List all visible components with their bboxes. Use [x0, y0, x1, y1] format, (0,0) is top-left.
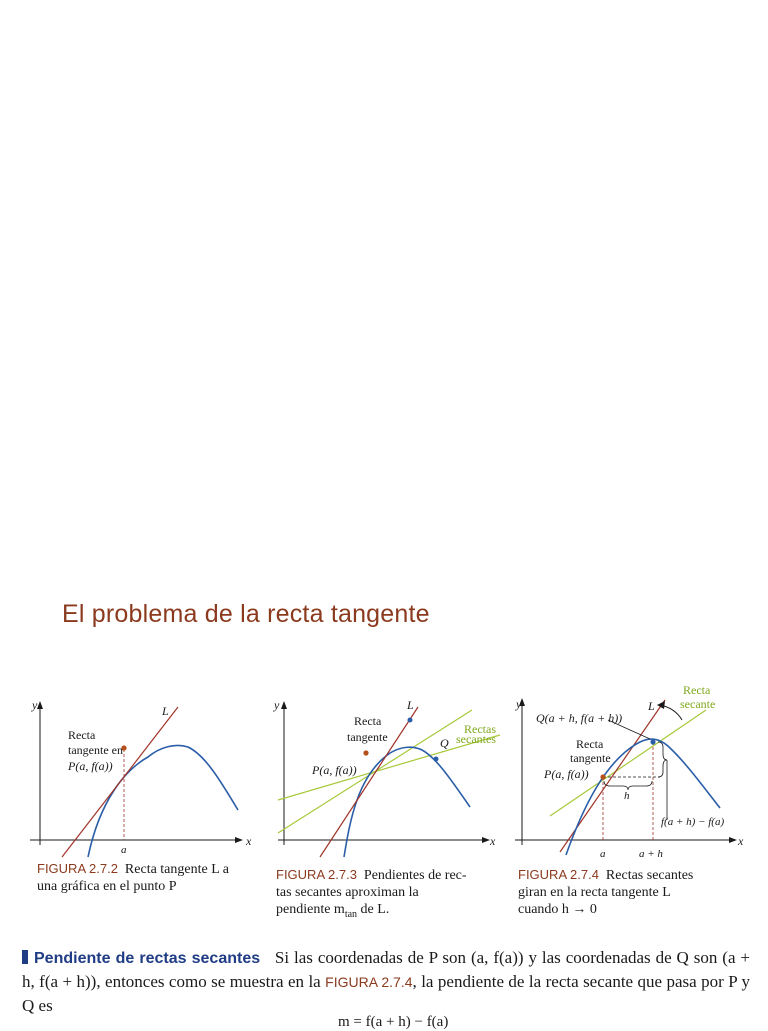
figure-2-7-2	[30, 695, 255, 860]
rotation-arrowhead	[657, 701, 665, 709]
label-point-P: P(a, f(a))	[544, 767, 589, 781]
figure-2-7-3	[270, 695, 510, 860]
label-difference: f(a + h) − f(a)	[661, 816, 725, 828]
label-recta: Recta	[354, 714, 382, 728]
x-axis-arrow	[235, 837, 243, 843]
x-axis-label: x	[490, 834, 496, 848]
caption-text-3: cuando h → 0	[518, 902, 597, 917]
figure-label: FIGURA 2.7.4	[518, 867, 599, 882]
tick-label-a: a	[600, 848, 606, 860]
caption-text-2: una gráfica en el punto P	[37, 879, 177, 894]
label-Q: Q	[440, 736, 449, 750]
caption-text-1: Rectas secantes	[605, 868, 694, 883]
point-Q	[434, 757, 439, 762]
label-h: h	[624, 790, 630, 802]
label-L: L	[162, 704, 169, 718]
body-paragraph	[22, 946, 750, 1017]
caption-figure-2-7-2	[37, 860, 257, 895]
label-recta: Recta	[68, 728, 96, 742]
paragraph-text-1: Si las coordenadas de P son (a, f(a)) y las coordenadas de Q son (a + h, f(a + h)), entonces como se muestra en la	[22, 948, 751, 991]
x-axis-arrow	[482, 837, 490, 843]
caption-text-3-end: de L.	[357, 902, 390, 917]
point-Q	[650, 739, 655, 744]
figure-2-7-4	[510, 680, 760, 860]
function-curve	[344, 747, 470, 857]
paragraph-marker-icon	[22, 950, 28, 964]
caption-text-1: Recta tangente L a	[124, 862, 229, 877]
caption-text-3: pendiente m	[276, 902, 345, 917]
label-L: L	[407, 698, 414, 712]
label-L: L	[648, 699, 655, 713]
label-secantes: secantes	[456, 732, 496, 746]
label-point-P: P(a, f(a))	[68, 759, 113, 773]
caption-text-1: Pendientes de rec-	[363, 868, 467, 883]
label-tangente: tangente	[570, 751, 611, 765]
caption-text-2: tas secantes aproximan la	[276, 885, 419, 900]
y-axis-arrow	[281, 701, 287, 709]
label-rectas: Rectas	[464, 722, 496, 736]
label-recta-secante-1: Recta	[683, 683, 711, 697]
label-tangente-en: tangente en	[68, 743, 123, 757]
label-recta-secante-2: secante	[680, 697, 716, 711]
point-P	[600, 774, 605, 779]
y-axis-label: y	[274, 698, 280, 712]
diff-brace	[658, 742, 667, 777]
label-Q: Q(a + h, f(a + h))	[536, 711, 623, 725]
h-brace	[604, 781, 652, 790]
caption-figure-2-7-3	[276, 866, 501, 923]
figure-label: FIGURA 2.7.2	[37, 861, 118, 876]
x-axis-arrow	[729, 837, 737, 843]
paragraph-text-2: , la pendiente de la recta secante que pasa por P y Q es	[22, 972, 750, 1015]
paragraph-heading: Pendiente de rectas secantes	[34, 950, 261, 967]
label-recta: Recta	[576, 737, 604, 751]
y-axis-arrow	[37, 701, 43, 709]
label-point-P: P(a, f(a))	[312, 763, 357, 777]
y-axis-label: y	[32, 698, 38, 712]
y-axis-label: y	[516, 697, 522, 711]
figure-label: FIGURA 2.7.3	[276, 867, 357, 882]
x-axis-label: x	[738, 834, 744, 848]
section-title: El problema de la recta tangente	[62, 600, 430, 628]
caption-subscript: tan	[344, 908, 358, 920]
x-axis-label: x	[246, 834, 252, 848]
figure-reference-link[interactable]: FIGURA 2.7.4	[325, 974, 413, 990]
caption-text-2: giran en la recta tangente L	[518, 885, 671, 900]
label-tangente: tangente	[347, 730, 388, 744]
tick-label-a-plus-h: a + h	[639, 848, 663, 860]
point-P	[363, 750, 368, 755]
tick-label-a: a	[121, 844, 127, 856]
equation-fragment: m = f(a + h) − f(a)	[338, 1014, 449, 1030]
secant-point-1	[408, 718, 413, 723]
caption-figure-2-7-4	[518, 866, 743, 918]
